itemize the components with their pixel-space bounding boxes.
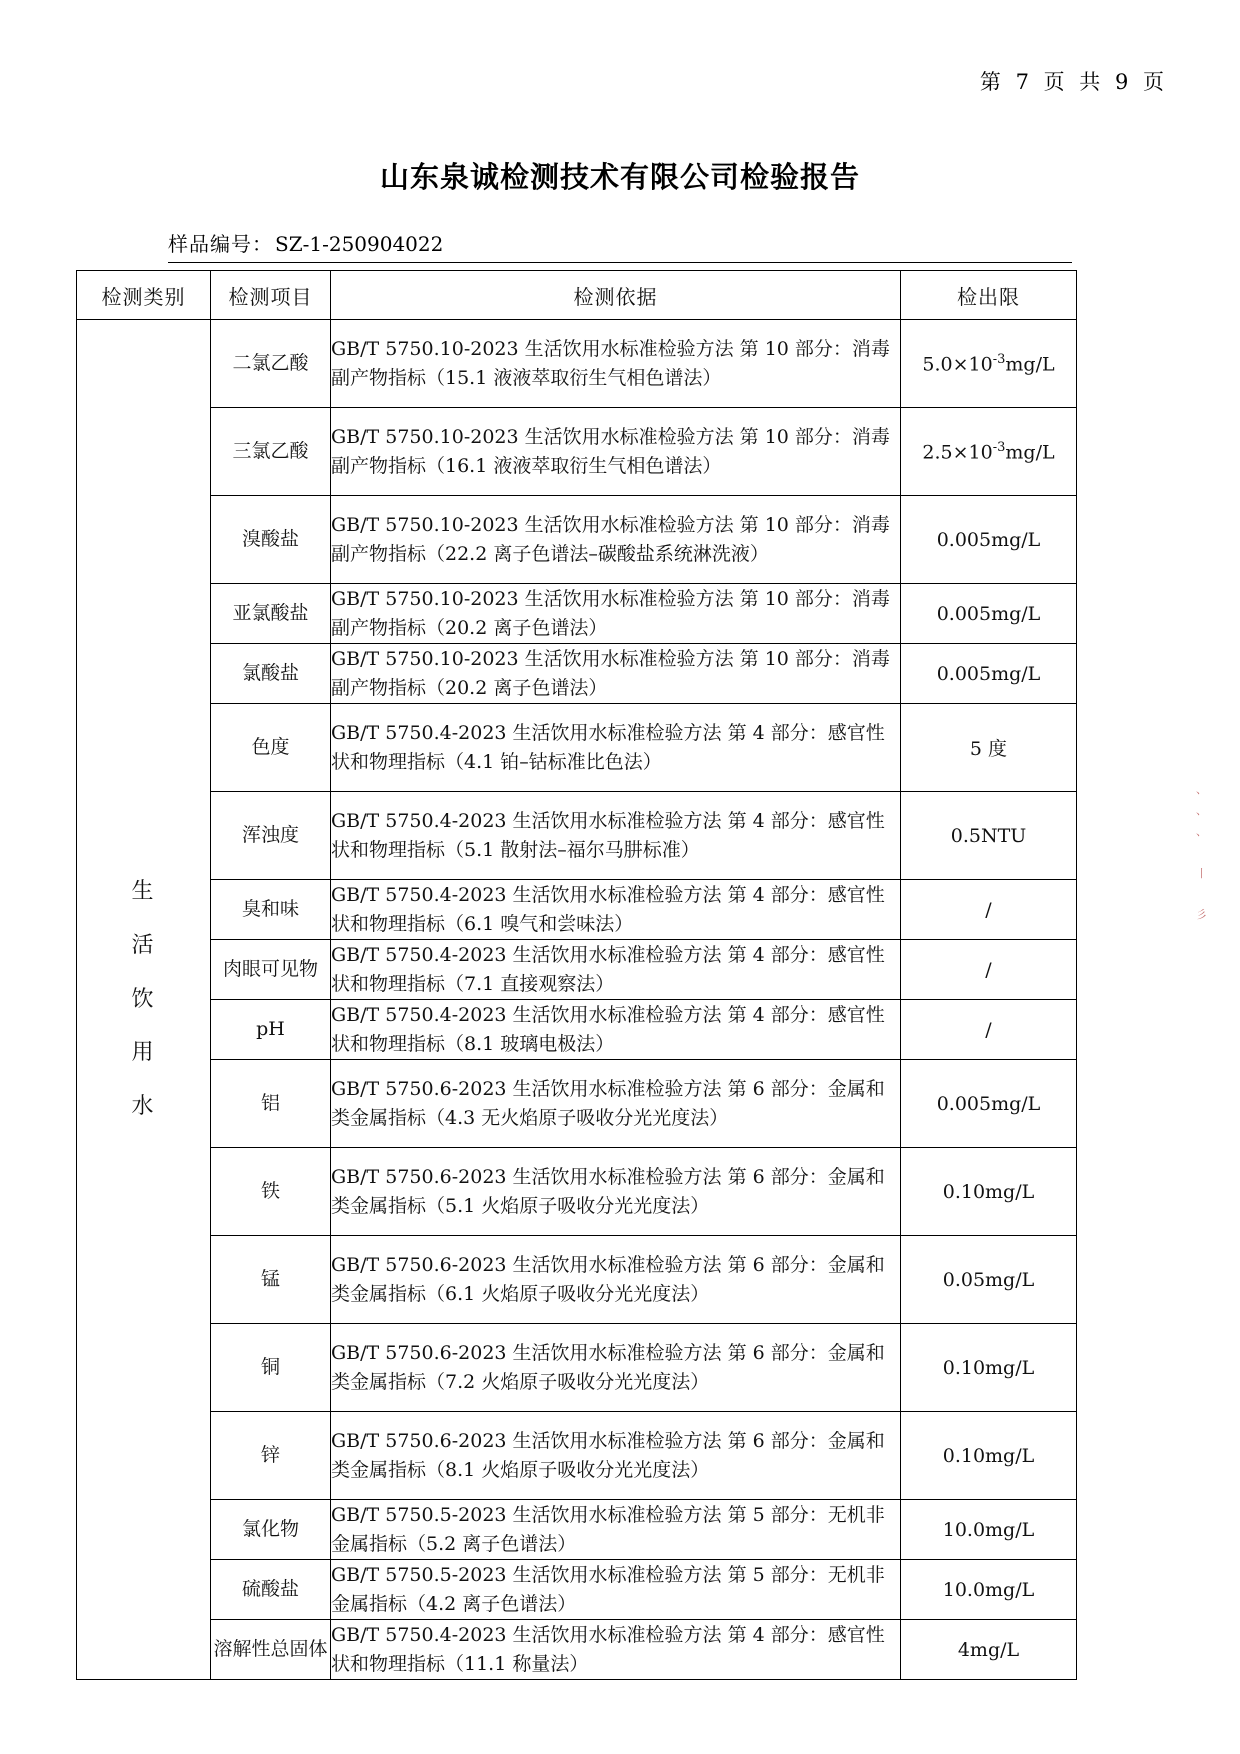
cell-test-item: 溶解性总固体 [211,1620,331,1680]
table-row [77,644,1077,704]
cell-test-basis: GB/T 5750.4-2023 生活饮用水标准检验方法 第 4 部分：感官性状和物理指标（5.1 散射法–福尔马肼标准） [331,792,901,880]
cell-detection-limit: 0.005mg/L [901,496,1077,584]
table-row [77,584,1077,644]
cell-test-item: 锰 [211,1236,331,1324]
table-row [77,704,1077,792]
cell-test-basis: GB/T 5750.6-2023 生活饮用水标准检验方法 第 6 部分：金属和类金属指标（8.1 火焰原子吸收分光光度法） [331,1412,901,1500]
cell-detection-limit: / [901,940,1077,1000]
cell-detection-limit: 5 度 [901,704,1077,792]
margin-marks: 、 、 、 丨 彡 [1196,783,1207,922]
sample-number-label: 样品编号： [168,232,273,256]
cell-test-basis: GB/T 5750.4-2023 生活饮用水标准检验方法 第 4 部分：感官性状和物理指标（11.1 称量法） [331,1620,901,1680]
table-row [77,1000,1077,1060]
table-row [77,1620,1077,1680]
cell-test-basis: GB/T 5750.10-2023 生活饮用水标准检验方法 第 10 部分：消毒副产物指标（16.1 液液萃取衍生气相色谱法） [331,408,901,496]
cell-detection-limit: / [901,880,1077,940]
table-row [77,1412,1077,1500]
cell-test-item: 铜 [211,1324,331,1412]
cell-test-basis: GB/T 5750.4-2023 生活饮用水标准检验方法 第 4 部分：感官性状和物理指标（6.1 嗅气和尝味法） [331,880,901,940]
column-header-limit: 检出限 [901,271,1077,320]
cell-test-item: 硫酸盐 [211,1560,331,1620]
cell-category: 生 活 饮 用 水 [77,320,211,1680]
cell-detection-limit: / [901,1000,1077,1060]
limit-mantissa: 5.0×10 [922,353,993,376]
cell-detection-limit [901,408,1077,496]
cell-test-item: 臭和味 [211,880,331,940]
page-indicator: 第 7 页 共 9 页 [979,70,1168,94]
cell-test-item: 铝 [211,1060,331,1148]
cell-test-item: 氯酸盐 [211,644,331,704]
cell-test-item: 三氯乙酸 [211,408,331,496]
cell-test-item: 氯化物 [211,1500,331,1560]
table-row [77,1324,1077,1412]
cell-test-basis: GB/T 5750.6-2023 生活饮用水标准检验方法 第 6 部分：金属和类金属指标（5.1 火焰原子吸收分光光度法） [331,1148,901,1236]
table-row [77,320,1077,408]
column-header-item: 检测项目 [211,271,331,320]
limit-mantissa: 2.5×10 [922,441,993,464]
cell-test-basis: GB/T 5750.10-2023 生活饮用水标准检验方法 第 10 部分：消毒副产物指标（20.2 离子色谱法） [331,644,901,704]
cell-detection-limit: 0.10mg/L [901,1324,1077,1412]
limit-exponent: -3 [992,439,1006,455]
cell-detection-limit: 0.10mg/L [901,1148,1077,1236]
cell-detection-limit: 0.5NTU [901,792,1077,880]
sample-number-line [168,228,1072,263]
cell-test-basis: GB/T 5750.10-2023 生活饮用水标准检验方法 第 10 部分：消毒副产物指标（22.2 离子色谱法–碳酸盐系统淋洗液） [331,496,901,584]
cell-test-item: pH [211,1000,331,1060]
cell-test-item: 浑浊度 [211,792,331,880]
column-header-category: 检测类别 [77,271,211,320]
cell-detection-limit: 0.05mg/L [901,1236,1077,1324]
cell-detection-limit [901,320,1077,408]
test-basis-table [76,270,1077,1680]
cell-detection-limit: 0.005mg/L [901,584,1077,644]
cell-detection-limit: 0.005mg/L [901,1060,1077,1148]
table-row [77,792,1077,880]
limit-unit: mg/L [1005,353,1055,376]
cell-test-item: 亚氯酸盐 [211,584,331,644]
cell-test-basis: GB/T 5750.4-2023 生活饮用水标准检验方法 第 4 部分：感官性状和物理指标（8.1 玻璃电极法） [331,1000,901,1060]
table-row [77,1500,1077,1560]
cell-detection-limit: 0.005mg/L [901,644,1077,704]
cell-test-basis: GB/T 5750.4-2023 生活饮用水标准检验方法 第 4 部分：感官性状和物理指标（4.1 铂–钴标准比色法） [331,704,901,792]
cell-test-basis: GB/T 5750.6-2023 生活饮用水标准检验方法 第 6 部分：金属和类金属指标（7.2 火焰原子吸收分光光度法） [331,1324,901,1412]
cell-test-basis: GB/T 5750.10-2023 生活饮用水标准检验方法 第 10 部分：消毒副产物指标（20.2 离子色谱法） [331,584,901,644]
table-row [77,1148,1077,1236]
cell-detection-limit: 4mg/L [901,1620,1077,1680]
cell-test-item: 色度 [211,704,331,792]
limit-unit: mg/L [1005,441,1055,464]
table-row [77,1560,1077,1620]
limit-exponent: -3 [992,351,1006,367]
cell-detection-limit: 10.0mg/L [901,1560,1077,1620]
column-header-basis: 检测依据 [331,271,901,320]
table-row [77,1236,1077,1324]
cell-test-item: 溴酸盐 [211,496,331,584]
cell-test-basis: GB/T 5750.10-2023 生活饮用水标准检验方法 第 10 部分：消毒副产物指标（15.1 液液萃取衍生气相色谱法） [331,320,901,408]
table-row [77,1060,1077,1148]
cell-test-basis: GB/T 5750.6-2023 生活饮用水标准检验方法 第 6 部分：金属和类金属指标（4.3 无火焰原子吸收分光光度法） [331,1060,901,1148]
cell-test-item: 肉眼可见物 [211,940,331,1000]
cell-test-item: 二氯乙酸 [211,320,331,408]
cell-detection-limit: 0.10mg/L [901,1412,1077,1500]
page-title: 山东泉诚检测技术有限公司检验报告 [379,160,860,194]
table-row [77,496,1077,584]
table-header-row [77,271,1077,320]
cell-test-basis: GB/T 5750.4-2023 生活饮用水标准检验方法 第 4 部分：感官性状和物理指标（7.1 直接观察法） [331,940,901,1000]
table-row [77,408,1077,496]
cell-test-item: 锌 [211,1412,331,1500]
cell-test-basis: GB/T 5750.5-2023 生活饮用水标准检验方法 第 5 部分：无机非金属指标（4.2 离子色谱法） [331,1560,901,1620]
cell-test-basis: GB/T 5750.6-2023 生活饮用水标准检验方法 第 6 部分：金属和类金属指标（6.1 火焰原子吸收分光光度法） [331,1236,901,1324]
table-row [77,880,1077,940]
cell-test-item: 铁 [211,1148,331,1236]
sample-number-value: SZ-1-250904022 [275,232,444,256]
cell-test-basis: GB/T 5750.5-2023 生活饮用水标准检验方法 第 5 部分：无机非金属指标（5.2 离子色谱法） [331,1500,901,1560]
cell-detection-limit: 10.0mg/L [901,1500,1077,1560]
table-row [77,940,1077,1000]
